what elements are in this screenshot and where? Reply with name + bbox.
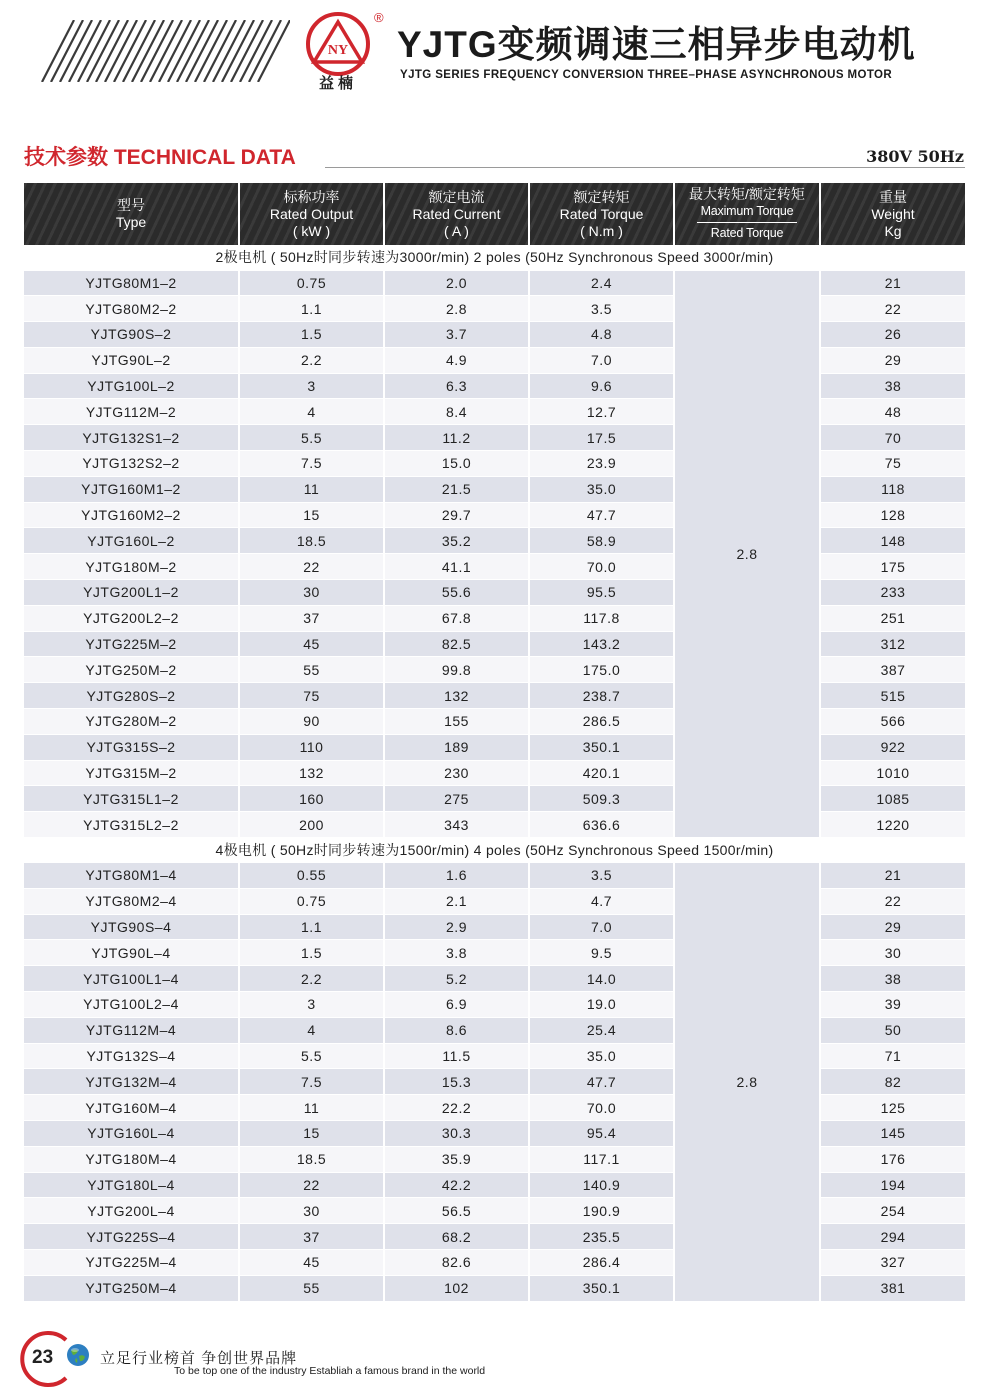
cell-rated-output: 18.5 <box>239 528 384 554</box>
table-row <box>24 940 965 966</box>
cell-rated-torque: 70.0 <box>529 1095 674 1121</box>
cell-type: YJTG160M1–2 <box>24 476 239 502</box>
cell-type: YJTG132S1–2 <box>24 425 239 451</box>
cell-weight: 50 <box>820 1017 965 1043</box>
cell-rated-output: 22 <box>239 1172 384 1198</box>
group-header-row <box>24 245 965 270</box>
cell-rated-torque: 175.0 <box>529 657 674 683</box>
cell-rated-output: 110 <box>239 734 384 760</box>
table-row <box>24 580 965 606</box>
cell-rated-current: 6.9 <box>384 992 529 1018</box>
table-row <box>24 1224 965 1250</box>
cell-rated-current: 30.3 <box>384 1121 529 1147</box>
cell-rated-torque: 143.2 <box>529 631 674 657</box>
cell-weight: 30 <box>820 940 965 966</box>
cell-rated-output: 37 <box>239 1224 384 1250</box>
cell-weight: 70 <box>820 425 965 451</box>
cell-rated-current: 21.5 <box>384 476 529 502</box>
cell-rated-current: 41.1 <box>384 554 529 580</box>
cell-rated-torque: 3.5 <box>529 296 674 322</box>
cell-weight: 515 <box>820 683 965 709</box>
table-row <box>24 760 965 786</box>
cell-rated-torque: 636.6 <box>529 812 674 838</box>
cell-weight: 387 <box>820 657 965 683</box>
cell-weight: 327 <box>820 1249 965 1275</box>
cell-torque-ratio: 2.8 <box>674 270 820 838</box>
cell-rated-current: 22.2 <box>384 1095 529 1121</box>
cell-type: YJTG315L2–2 <box>24 812 239 838</box>
cell-weight: 38 <box>820 966 965 992</box>
cell-rated-output: 0.75 <box>239 888 384 914</box>
slogan-cn: 立足行业榜首 争创世界品牌 <box>100 1350 298 1367</box>
cell-rated-current: 15.3 <box>384 1069 529 1095</box>
cell-rated-output: 75 <box>239 683 384 709</box>
cell-type: YJTG280S–2 <box>24 683 239 709</box>
cell-torque-ratio: 2.8 <box>674 863 820 1302</box>
cell-type: YJTG90S–4 <box>24 914 239 940</box>
cell-type: YJTG315M–2 <box>24 760 239 786</box>
cell-type: YJTG180M–2 <box>24 554 239 580</box>
cell-weight: 39 <box>820 992 965 1018</box>
cell-rated-current: 11.5 <box>384 1043 529 1069</box>
cell-weight: 29 <box>820 914 965 940</box>
table-row <box>24 966 965 992</box>
cell-rated-current: 29.7 <box>384 502 529 528</box>
cell-rated-output: 2.2 <box>239 347 384 373</box>
cell-rated-current: 155 <box>384 709 529 735</box>
cell-weight: 176 <box>820 1146 965 1172</box>
cell-rated-output: 45 <box>239 1249 384 1275</box>
cell-type: YJTG225S–4 <box>24 1224 239 1250</box>
cell-rated-torque: 286.5 <box>529 709 674 735</box>
header-weight: 重量 Weight Kg <box>820 183 965 245</box>
header-rated-output: 标称功率 Rated Output ( kW ) <box>239 183 384 245</box>
table-row <box>24 1095 965 1121</box>
table-row <box>24 812 965 838</box>
cell-rated-torque: 12.7 <box>529 399 674 425</box>
cell-rated-current: 230 <box>384 760 529 786</box>
cell-weight: 254 <box>820 1198 965 1224</box>
cell-type: YJTG160L–2 <box>24 528 239 554</box>
section-divider <box>325 167 965 168</box>
cell-rated-current: 189 <box>384 734 529 760</box>
cell-rated-current: 2.0 <box>384 270 529 296</box>
section-title: 技术参数 TECHNICAL DATA <box>24 146 296 169</box>
table-row <box>24 786 965 812</box>
cell-rated-torque: 286.4 <box>529 1249 674 1275</box>
cell-rated-current: 5.2 <box>384 966 529 992</box>
table-row <box>24 683 965 709</box>
cell-weight: 1220 <box>820 812 965 838</box>
cell-type: YJTG315L1–2 <box>24 786 239 812</box>
cell-rated-output: 2.2 <box>239 966 384 992</box>
header-torque-ratio: 最大转矩/额定转矩 Maximum Torque Rated Torque <box>674 183 820 245</box>
cell-type: YJTG315S–2 <box>24 734 239 760</box>
cell-rated-current: 82.5 <box>384 631 529 657</box>
cell-rated-current: 102 <box>384 1275 529 1301</box>
table-row <box>24 1275 965 1301</box>
cell-rated-current: 343 <box>384 812 529 838</box>
cell-rated-current: 6.3 <box>384 373 529 399</box>
cell-rated-current: 35.9 <box>384 1146 529 1172</box>
cell-rated-torque: 235.5 <box>529 1224 674 1250</box>
voltage-label: 380V 50Hz <box>866 147 964 166</box>
cell-rated-torque: 7.0 <box>529 347 674 373</box>
cell-weight: 128 <box>820 502 965 528</box>
table-row <box>24 270 965 296</box>
table-row <box>24 296 965 322</box>
cell-rated-torque: 17.5 <box>529 425 674 451</box>
cell-rated-current: 3.8 <box>384 940 529 966</box>
cell-type: YJTG132M–4 <box>24 1069 239 1095</box>
table-row <box>24 1146 965 1172</box>
cell-weight: 48 <box>820 399 965 425</box>
table-row <box>24 888 965 914</box>
cell-rated-torque: 117.8 <box>529 605 674 631</box>
table-row <box>24 1069 965 1095</box>
cell-rated-output: 55 <box>239 1275 384 1301</box>
cell-rated-torque: 2.4 <box>529 270 674 296</box>
cell-rated-current: 132 <box>384 683 529 709</box>
cell-weight: 381 <box>820 1275 965 1301</box>
header-rated-current: 额定电流 Rated Current ( A ) <box>384 183 529 245</box>
cell-type: YJTG180M–4 <box>24 1146 239 1172</box>
cell-rated-torque: 350.1 <box>529 1275 674 1301</box>
table-row <box>24 914 965 940</box>
cell-rated-torque: 95.5 <box>529 580 674 606</box>
logo-letters: NY <box>327 43 349 58</box>
cell-type: YJTG90S–2 <box>24 322 239 348</box>
cell-type: YJTG90L–4 <box>24 940 239 966</box>
table-row <box>24 1172 965 1198</box>
table-header-row <box>24 183 965 245</box>
cell-type: YJTG100L1–4 <box>24 966 239 992</box>
cell-rated-torque: 47.7 <box>529 1069 674 1095</box>
cell-type: YJTG160L–4 <box>24 1121 239 1147</box>
cell-weight: 71 <box>820 1043 965 1069</box>
cell-rated-current: 1.6 <box>384 863 529 889</box>
group-header-row <box>24 838 965 863</box>
cell-rated-output: 0.55 <box>239 863 384 889</box>
cell-rated-output: 3 <box>239 992 384 1018</box>
cell-rated-torque: 9.6 <box>529 373 674 399</box>
cell-rated-output: 22 <box>239 554 384 580</box>
cell-rated-output: 15 <box>239 502 384 528</box>
cell-weight: 21 <box>820 270 965 296</box>
cell-weight: 194 <box>820 1172 965 1198</box>
cell-rated-current: 82.6 <box>384 1249 529 1275</box>
table-row <box>24 1121 965 1147</box>
cell-rated-output: 7.5 <box>239 451 384 477</box>
cell-rated-output: 45 <box>239 631 384 657</box>
cell-rated-current: 11.2 <box>384 425 529 451</box>
cell-rated-current: 8.6 <box>384 1017 529 1043</box>
cell-type: YJTG112M–2 <box>24 399 239 425</box>
cell-rated-torque: 14.0 <box>529 966 674 992</box>
table-row <box>24 373 965 399</box>
diagonal-stripes-decoration <box>28 20 290 82</box>
cell-rated-output: 18.5 <box>239 1146 384 1172</box>
cell-rated-torque: 70.0 <box>529 554 674 580</box>
cell-rated-output: 132 <box>239 760 384 786</box>
page-title: YJTG变频调速三相异步电动机 <box>397 24 916 65</box>
technical-data-table <box>24 183 965 1302</box>
cell-type: YJTG132S2–2 <box>24 451 239 477</box>
cell-rated-output: 1.1 <box>239 296 384 322</box>
cell-rated-torque: 19.0 <box>529 992 674 1018</box>
cell-weight: 21 <box>820 863 965 889</box>
header-type: 型号 Type <box>24 183 239 245</box>
cell-rated-current: 4.9 <box>384 347 529 373</box>
cell-rated-output: 11 <box>239 476 384 502</box>
cell-rated-output: 1.1 <box>239 914 384 940</box>
cell-rated-output: 30 <box>239 580 384 606</box>
table-row <box>24 425 965 451</box>
table-row <box>24 734 965 760</box>
cell-weight: 29 <box>820 347 965 373</box>
group-label: 2极电机 ( 50Hz时同步转速为3000r/min) 2 poles (50Hz Synchronous Speed 3000r/min) <box>24 245 965 270</box>
table-row <box>24 631 965 657</box>
slogan-en: To be top one of the industry Establiah a famous brand in the world <box>174 1365 486 1377</box>
cell-rated-torque: 47.7 <box>529 502 674 528</box>
cell-rated-torque: 190.9 <box>529 1198 674 1224</box>
cell-type: YJTG250M–2 <box>24 657 239 683</box>
cell-rated-torque: 509.3 <box>529 786 674 812</box>
registered-mark: ® <box>374 10 384 25</box>
cell-rated-current: 2.8 <box>384 296 529 322</box>
cell-type: YJTG90L–2 <box>24 347 239 373</box>
cell-rated-torque: 3.5 <box>529 863 674 889</box>
table-row <box>24 502 965 528</box>
cell-rated-output: 37 <box>239 605 384 631</box>
cell-weight: 145 <box>820 1121 965 1147</box>
cell-type: YJTG180L–4 <box>24 1172 239 1198</box>
cell-type: YJTG80M1–4 <box>24 863 239 889</box>
cell-weight: 566 <box>820 709 965 735</box>
cell-weight: 22 <box>820 296 965 322</box>
cell-weight: 82 <box>820 1069 965 1095</box>
cell-rated-output: 4 <box>239 399 384 425</box>
table-row <box>24 451 965 477</box>
cell-rated-output: 4 <box>239 1017 384 1043</box>
table-row <box>24 554 965 580</box>
cell-rated-current: 99.8 <box>384 657 529 683</box>
cell-weight: 294 <box>820 1224 965 1250</box>
cell-type: YJTG160M–4 <box>24 1095 239 1121</box>
cell-rated-output: 7.5 <box>239 1069 384 1095</box>
table-row <box>24 605 965 631</box>
cell-rated-torque: 23.9 <box>529 451 674 477</box>
cell-weight: 118 <box>820 476 965 502</box>
cell-rated-output: 11 <box>239 1095 384 1121</box>
cell-type: YJTG225M–2 <box>24 631 239 657</box>
cell-type: YJTG200L–4 <box>24 1198 239 1224</box>
cell-rated-torque: 95.4 <box>529 1121 674 1147</box>
cell-rated-current: 2.9 <box>384 914 529 940</box>
cell-weight: 125 <box>820 1095 965 1121</box>
cell-type: YJTG80M1–2 <box>24 270 239 296</box>
cell-weight: 312 <box>820 631 965 657</box>
cell-rated-torque: 35.0 <box>529 1043 674 1069</box>
cell-type: YJTG280M–2 <box>24 709 239 735</box>
cell-rated-torque: 7.0 <box>529 914 674 940</box>
cell-rated-output: 30 <box>239 1198 384 1224</box>
table-row <box>24 399 965 425</box>
cell-type: YJTG100L2–4 <box>24 992 239 1018</box>
table-row <box>24 1249 965 1275</box>
cell-rated-current: 42.2 <box>384 1172 529 1198</box>
cell-rated-output: 0.75 <box>239 270 384 296</box>
table-row <box>24 1043 965 1069</box>
cell-weight: 38 <box>820 373 965 399</box>
cell-rated-torque: 420.1 <box>529 760 674 786</box>
cell-rated-current: 35.2 <box>384 528 529 554</box>
cell-rated-torque: 117.1 <box>529 1146 674 1172</box>
cell-weight: 148 <box>820 528 965 554</box>
cell-rated-output: 1.5 <box>239 940 384 966</box>
table-row <box>24 347 965 373</box>
cell-rated-torque: 4.7 <box>529 888 674 914</box>
page-number: 23 <box>32 1347 54 1368</box>
table-row <box>24 657 965 683</box>
table-row <box>24 1017 965 1043</box>
cell-rated-torque: 4.8 <box>529 322 674 348</box>
cell-type: YJTG80M2–2 <box>24 296 239 322</box>
cell-weight: 26 <box>820 322 965 348</box>
table-row <box>24 709 965 735</box>
table-row <box>24 528 965 554</box>
cell-type: YJTG250M–4 <box>24 1275 239 1301</box>
cell-weight: 175 <box>820 554 965 580</box>
cell-rated-current: 3.7 <box>384 322 529 348</box>
cell-weight: 233 <box>820 580 965 606</box>
cell-rated-current: 67.8 <box>384 605 529 631</box>
cell-rated-current: 55.6 <box>384 580 529 606</box>
cell-rated-torque: 350.1 <box>529 734 674 760</box>
cell-rated-current: 8.4 <box>384 399 529 425</box>
cell-weight: 75 <box>820 451 965 477</box>
cell-rated-current: 275 <box>384 786 529 812</box>
cell-type: YJTG200L1–2 <box>24 580 239 606</box>
brand-name: 益楠 <box>318 74 358 92</box>
cell-rated-current: 2.1 <box>384 888 529 914</box>
cell-type: YJTG132S–4 <box>24 1043 239 1069</box>
cell-rated-torque: 58.9 <box>529 528 674 554</box>
cell-rated-current: 15.0 <box>384 451 529 477</box>
cell-type: YJTG112M–4 <box>24 1017 239 1043</box>
cell-rated-output: 3 <box>239 373 384 399</box>
cell-rated-output: 160 <box>239 786 384 812</box>
group-label: 4极电机 ( 50Hz时同步转速为1500r/min) 4 poles (50Hz Synchronous Speed 1500r/min) <box>24 838 965 863</box>
cell-rated-output: 5.5 <box>239 425 384 451</box>
cell-rated-output: 90 <box>239 709 384 735</box>
cell-rated-torque: 35.0 <box>529 476 674 502</box>
cell-rated-output: 200 <box>239 812 384 838</box>
cell-rated-current: 68.2 <box>384 1224 529 1250</box>
cell-weight: 1010 <box>820 760 965 786</box>
cell-rated-torque: 9.5 <box>529 940 674 966</box>
header-rated-torque: 额定转矩 Rated Torque ( N.m ) <box>529 183 674 245</box>
cell-weight: 22 <box>820 888 965 914</box>
cell-type: YJTG225M–4 <box>24 1249 239 1275</box>
cell-rated-output: 15 <box>239 1121 384 1147</box>
cell-type: YJTG200L2–2 <box>24 605 239 631</box>
cell-rated-output: 5.5 <box>239 1043 384 1069</box>
cell-weight: 251 <box>820 605 965 631</box>
cell-rated-current: 56.5 <box>384 1198 529 1224</box>
cell-type: YJTG160M2–2 <box>24 502 239 528</box>
table-row <box>24 863 965 889</box>
cell-rated-output: 1.5 <box>239 322 384 348</box>
table-row <box>24 992 965 1018</box>
table-row <box>24 1198 965 1224</box>
cell-rated-torque: 238.7 <box>529 683 674 709</box>
cell-rated-output: 55 <box>239 657 384 683</box>
cell-rated-torque: 140.9 <box>529 1172 674 1198</box>
cell-weight: 922 <box>820 734 965 760</box>
cell-type: YJTG80M2–4 <box>24 888 239 914</box>
globe-icon <box>66 1343 90 1367</box>
cell-rated-torque: 25.4 <box>529 1017 674 1043</box>
table-row <box>24 322 965 348</box>
cell-weight: 1085 <box>820 786 965 812</box>
page-subtitle: YJTG SERIES FREQUENCY CONVERSION THREE–PHASE ASYNCHRONOUS MOTOR <box>400 69 893 81</box>
table-row <box>24 476 965 502</box>
brand-logo-icon <box>300 6 388 96</box>
cell-type: YJTG100L–2 <box>24 373 239 399</box>
